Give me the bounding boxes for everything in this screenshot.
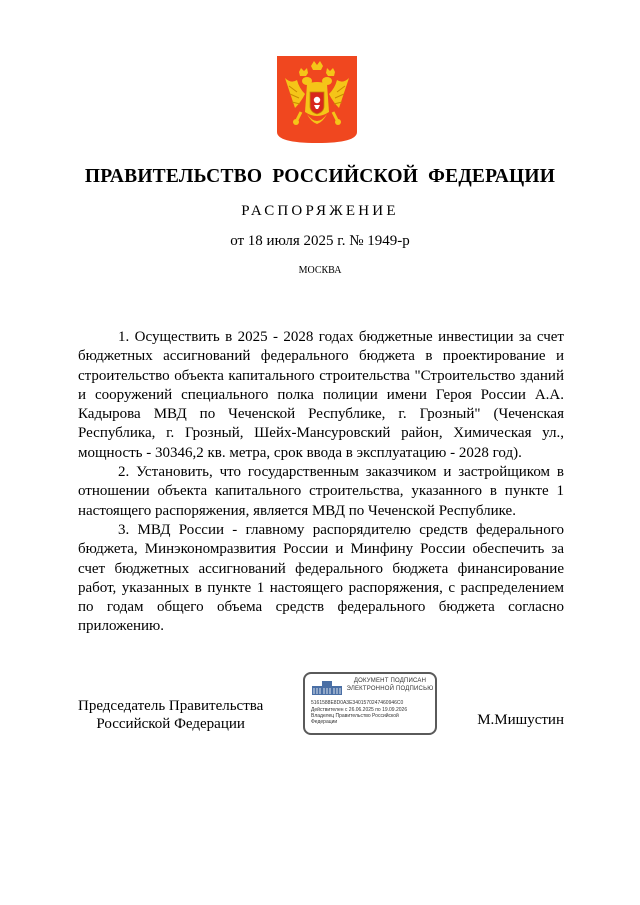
government-title: ПРАВИТЕЛЬСТВО РОССИЙСКОЙ ФЕДЕРАЦИИ	[84, 166, 556, 187]
stamp-title-line-1: ДОКУМЕНТ ПОДПИСАН	[353, 678, 427, 684]
document-type: РАСПОРЯЖЕНИЕ	[241, 203, 399, 219]
electronic-signature-stamp	[303, 672, 437, 735]
signatory-position-line-1: Председатель Правительства	[78, 698, 264, 714]
paragraph-1: 1. Осуществить в 2025 - 2028 годах бюджетные инвестиции за счет бюджетных ассигнований федерального бюджета в проектирование и строительство объекта капитального строительства "Строительство зданий и сооружений специального полка полиции имени Героя России А.А. Кадырова МВД по Чеченской Республике, г. Грозный" (Чеченская Республика, г. Грозный, Шейх-Мансуровский район, Химическая ул., мощность - 30346,2 кв. метра, срок ввода в эксплуатацию - 2028 год).	[78, 329, 564, 461]
document-body	[78, 328, 564, 637]
paragraph-2: 2. Установить, что государственным заказчиком и застройщиком в отношении объекта капитального строительства, указанного в пункте 1 настоящего распоряжения, является МВД по Чеченской Республике.	[78, 464, 564, 519]
document-date-number: от 18 июля 2025 г. № 1949-р	[230, 233, 410, 249]
stamp-owner-line-2: Федерации	[311, 719, 338, 725]
stamp-certificate-serial: 5161588E8D0A3E3401570247460946C0	[311, 700, 404, 706]
signatory-position-line-2: Российской Федерации	[96, 716, 245, 732]
stamp-owner-line-1: Владелец Правительство Российской	[311, 713, 399, 719]
stamp-title	[345, 678, 435, 693]
paragraph-3: 3. МВД России - главному распорядителю средств федерального бюджета, Минэкономразвития России и Минфину России обеспечить за счет бюджетных ассигнований федерального бюджета финансирование работ, указанных в пункте 1 настоящего распоряжения, с распределением по годам общего объема средств федерального бюджета согласно приложению.	[78, 521, 564, 635]
signer-name: М.Мишустин	[477, 712, 564, 728]
coat-of-arms-emblem	[277, 56, 357, 143]
stamp-title-line-2: ЭЛЕКТРОННОЙ ПОДПИСЬЮ	[346, 685, 434, 692]
stamp-validity-period: Действителен с 26.06.2025 по 19.09.2026	[311, 707, 408, 713]
document-city: МОСКВА	[298, 265, 342, 276]
signatory-position	[78, 697, 263, 733]
government-building-icon	[310, 680, 344, 696]
